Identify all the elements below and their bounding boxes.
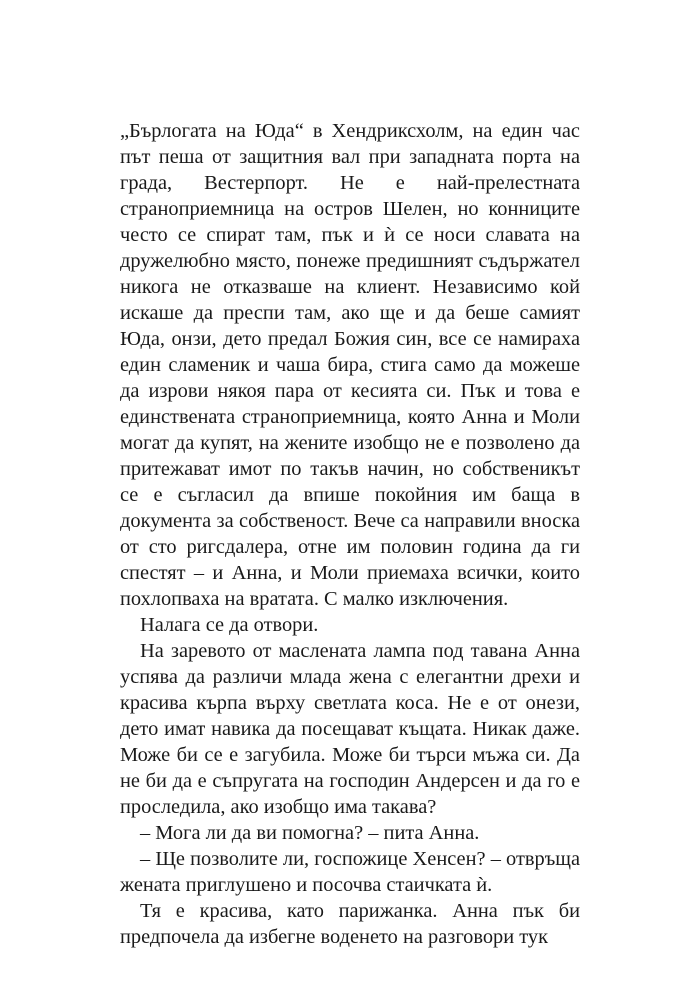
paragraph-2: Налага се да отвори.	[140, 614, 319, 636]
paragraph-5: – Ще позволите ли, госпожице Хенсен? – отвръща жената приглушено и посочва стаичката ѝ.	[120, 848, 580, 896]
paragraph-1: „Бърлогата на Юда“ в Хендриксхолм, на един час път пеша от защитния вал при западната порта на града, Вестерпорт. Не е най-прелестната страноприемница на остров Шелен, но конниците често се спират там, пък и ѝ се носи славата на дружелюбно място, понеже предишният съдържател никога не отказваше на клиент. Независимо кой искаше да преспи там, ако ще и да беше самият Юда, онзи, дето предал Божия син, все се намираха един сламеник и чаша бира, стига само да можеше да изрови някоя пара от кесията си. Пък и това е единствената страноприемница, която Анна и Моли могат да купят, на жените изобщо не е позволено да притежават имот по такъв начин, но собственикът се е съгласил да впише покойния им баща в документа за собственост. Вече са направили вноска от сто ригсдалера, отне им половин година да ги спестят – и Анна, и Моли приемаха всички, които похлопваха на вратата. С малко изключения.	[120, 120, 580, 610]
paragraph-6: Тя е красива, като парижанка. Анна пък би предпочела да избегне воденето на разговори тук	[120, 900, 580, 948]
paragraph-4: – Мога ли да ви помогна? – пита Анна.	[140, 822, 480, 844]
paragraph-3: На заревото от маслената лампа под тавана Анна успява да различи млада жена с елегантни дрехи и красива кърпа върху светлата коса. Не е от онези, дето имат навика да посещават къщата. Никак даже. Може би се е загубила. Може би търси мъжа си. Да не би да е съпругата на господин Андерсен и да го е проследила, ако изобщо има такава?	[120, 640, 580, 818]
body-text	[120, 118, 580, 950]
